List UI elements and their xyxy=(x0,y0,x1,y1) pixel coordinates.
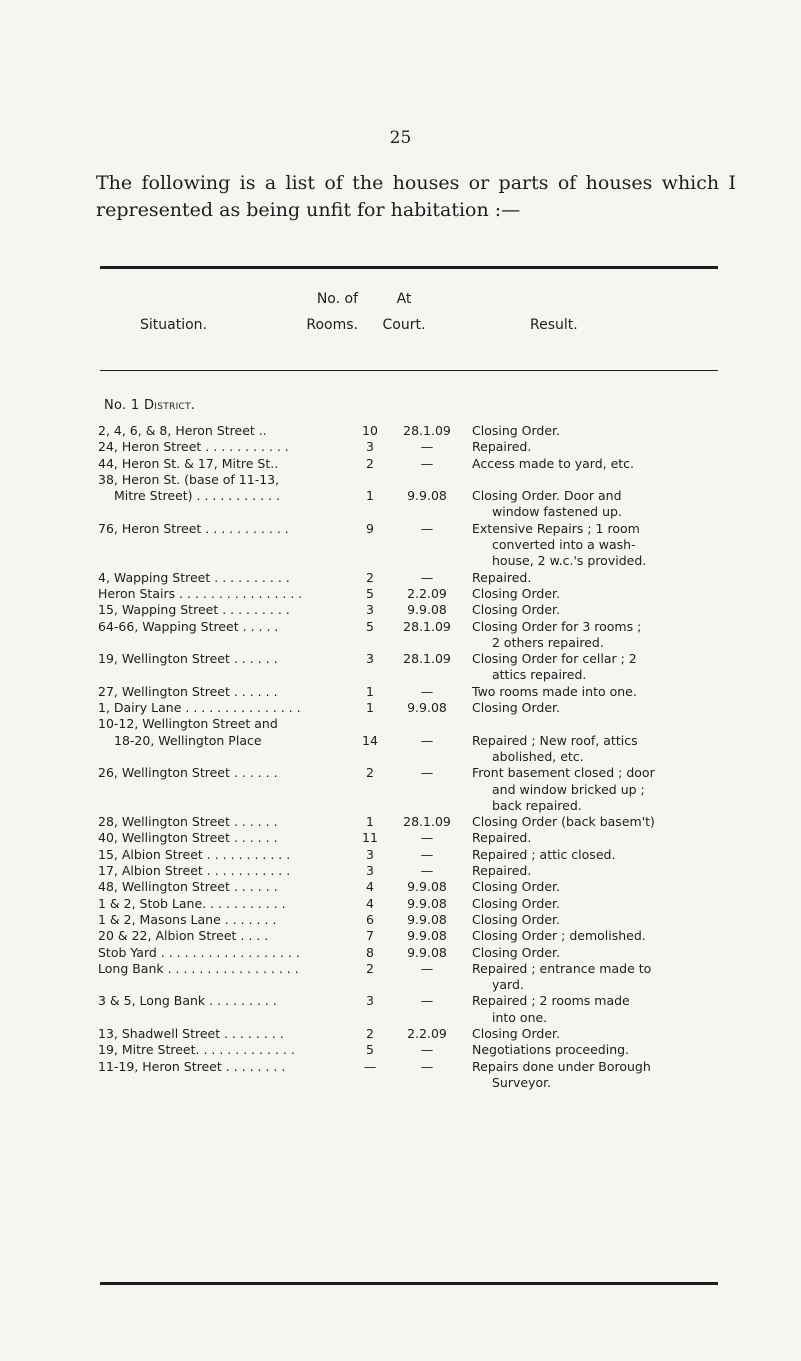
situation-line: 11-19, Heron Street . . . . . . . . xyxy=(98,1058,286,1074)
situation-cell xyxy=(98,456,358,472)
table-row xyxy=(98,439,718,455)
result-line: Repaired. xyxy=(472,569,532,585)
court-cell: — xyxy=(420,830,434,846)
result-line: attics repaired. xyxy=(492,667,587,683)
table-row xyxy=(98,586,718,602)
table-row xyxy=(98,1059,718,1092)
situation-line: 19, Mitre Street. . . . . . . . . . . . . xyxy=(98,1042,295,1058)
situation-line: 1 & 2, Stob Lane. . . . . . . . . . . xyxy=(98,895,286,911)
result-line: Two rooms made into one. xyxy=(472,683,637,699)
table-row xyxy=(98,879,718,895)
result-cell xyxy=(472,1059,718,1092)
court-header-line-1: At xyxy=(396,291,412,307)
rooms-cell: 1 xyxy=(366,683,374,699)
rooms-cell: 2 xyxy=(366,455,374,471)
rooms-cell: 2 xyxy=(366,1025,374,1041)
situation-cell xyxy=(98,439,358,455)
rooms-cell: 3 xyxy=(366,651,374,667)
result-cell xyxy=(472,716,718,765)
result-line: Closing Order. xyxy=(472,700,561,716)
result-line: Closing Order for cellar ; 2 xyxy=(472,651,637,667)
situation-cell xyxy=(98,1042,358,1058)
result-line: Closing Order. xyxy=(472,585,561,601)
intro-paragraph xyxy=(96,170,736,224)
result-line: Repaired. xyxy=(472,863,532,879)
result-line: Extensive Repairs ; 1 room xyxy=(472,520,640,536)
result-cell xyxy=(472,961,718,994)
houses-table xyxy=(98,423,718,1091)
table-row xyxy=(98,863,718,879)
rooms-cell: 1 xyxy=(366,814,374,830)
situation-cell xyxy=(98,830,358,846)
rooms-cell: 1 xyxy=(366,700,374,716)
result-line: Closing Order. xyxy=(472,911,561,927)
rooms-cell: 4 xyxy=(366,895,374,911)
situation-line: 76, Heron Street . . . . . . . . . . . xyxy=(98,520,289,536)
court-cell: 9.9.08 xyxy=(407,911,447,927)
result-line: abolished, etc. xyxy=(492,748,584,764)
table-row xyxy=(98,830,718,846)
table-row xyxy=(98,961,718,994)
situation-cell xyxy=(98,863,358,879)
result-line: into one. xyxy=(492,1009,548,1025)
court-cell: — xyxy=(420,683,434,699)
table-row xyxy=(98,619,718,652)
result-cell xyxy=(472,993,718,1026)
result-line: Repaired ; entrance made to xyxy=(472,960,652,976)
result-cell xyxy=(472,602,718,618)
result-line: Closing Order for 3 rooms ; xyxy=(472,618,642,634)
rooms-cell: 2 xyxy=(366,569,374,585)
table-row xyxy=(98,602,718,618)
rooms-cell: 3 xyxy=(366,439,374,455)
court-cell: 28.1.09 xyxy=(403,423,451,438)
rooms-cell: 2 xyxy=(366,960,374,976)
result-cell xyxy=(472,423,718,439)
court-cell: — xyxy=(420,732,434,748)
bottom-rule xyxy=(100,1282,718,1285)
result-cell xyxy=(472,879,718,895)
situation-line: 24, Heron Street . . . . . . . . . . . xyxy=(98,439,289,455)
rooms-header-line-1: No. of xyxy=(316,291,358,307)
result-cell xyxy=(472,945,718,961)
result-line: 2 others repaired. xyxy=(492,634,604,650)
court-cell: — xyxy=(420,439,434,455)
top-rule xyxy=(100,266,718,269)
situation-line: 64-66, Wapping Street . . . . . xyxy=(98,618,279,634)
table-row xyxy=(98,521,718,570)
situation-line: 17, Albion Street . . . . . . . . . . . xyxy=(98,863,291,879)
table-row xyxy=(98,765,718,814)
rooms-cell: 3 xyxy=(366,602,374,618)
result-line: Repaired. xyxy=(472,439,532,455)
situation-cell xyxy=(98,1026,358,1042)
district-name: District. xyxy=(143,398,196,413)
result-line: converted into a wash- xyxy=(492,537,636,553)
result-cell xyxy=(472,700,718,716)
court-cell: 9.9.08 xyxy=(407,895,447,911)
result-cell xyxy=(472,814,718,830)
situation-line: Mitre Street) . . . . . . . . . . . xyxy=(114,488,280,504)
column-header-rooms xyxy=(282,290,358,334)
result-line: Closing Order. xyxy=(472,879,561,895)
situation-cell xyxy=(98,945,358,961)
situation-cell xyxy=(98,928,358,944)
result-cell xyxy=(472,863,718,879)
rooms-cell: 3 xyxy=(366,863,374,879)
situation-line: 48, Wellington Street . . . . . . xyxy=(98,879,278,895)
result-line: Closing Order. xyxy=(472,1025,561,1041)
rooms-cell: 1 xyxy=(366,488,374,504)
table-row xyxy=(98,896,718,912)
table-row xyxy=(98,912,718,928)
result-cell xyxy=(472,521,718,570)
result-line: Closing Order ; demolished. xyxy=(472,928,646,944)
situation-cell xyxy=(98,847,358,863)
court-cell: — xyxy=(420,1042,434,1058)
court-cell: 9.9.08 xyxy=(407,879,447,895)
result-line: Repaired ; 2 rooms made xyxy=(472,993,630,1009)
situation-cell xyxy=(98,700,358,716)
situation-line: 44, Heron St. & 17, Mitre St.. xyxy=(98,455,279,471)
result-line: Closing Order. Door and xyxy=(472,488,622,504)
situation-cell xyxy=(98,765,358,814)
situation-cell xyxy=(98,993,358,1026)
result-cell xyxy=(472,619,718,652)
court-cell: — xyxy=(420,993,434,1009)
rooms-cell: 5 xyxy=(366,585,374,601)
situation-cell xyxy=(98,716,358,765)
court-cell: — xyxy=(420,846,434,862)
table-row xyxy=(98,700,718,716)
result-cell xyxy=(472,896,718,912)
court-cell: 2.2.09 xyxy=(407,1025,447,1041)
column-header-situation: Situation. xyxy=(140,317,207,333)
situation-cell xyxy=(98,896,358,912)
court-cell: 28.1.09 xyxy=(403,651,451,667)
rooms-cell: 5 xyxy=(366,618,374,634)
court-cell: 9.9.08 xyxy=(407,928,447,944)
district-heading xyxy=(104,398,195,413)
situation-cell xyxy=(98,651,358,684)
rooms-cell: 10 xyxy=(362,423,378,438)
situation-cell xyxy=(98,879,358,895)
court-cell: 9.9.08 xyxy=(407,700,447,716)
rooms-cell: 4 xyxy=(366,879,374,895)
situation-cell xyxy=(98,423,358,439)
result-cell xyxy=(472,586,718,602)
situation-cell xyxy=(98,619,358,652)
intro-line-1: The following is a list of the houses or parts of houses which I xyxy=(96,172,736,194)
result-cell xyxy=(472,830,718,846)
result-line: Repaired. xyxy=(472,830,532,846)
result-cell xyxy=(472,928,718,944)
situation-cell xyxy=(98,586,358,602)
situation-line: Heron Stairs . . . . . . . . . . . . . . . . xyxy=(98,585,303,601)
result-cell xyxy=(472,912,718,928)
result-line: Closing Order. xyxy=(472,944,561,960)
rooms-cell: 6 xyxy=(366,911,374,927)
court-cell: 28.1.09 xyxy=(403,618,451,634)
district-prefix: No. 1 xyxy=(104,398,140,413)
rooms-cell: 2 xyxy=(366,765,374,781)
intro-line-2: represented as being unfit for habitation :— xyxy=(96,199,521,221)
situation-line: 18-20, Wellington Place xyxy=(114,732,262,748)
rooms-header-line-2: Rooms. xyxy=(306,317,358,333)
table-row xyxy=(98,814,718,830)
rooms-cell: 3 xyxy=(366,993,374,1009)
table-row xyxy=(98,945,718,961)
court-cell: 9.9.08 xyxy=(407,602,447,618)
result-cell xyxy=(472,456,718,472)
situation-cell xyxy=(98,684,358,700)
table-row xyxy=(98,423,718,439)
situation-line: 15, Wapping Street . . . . . . . . . xyxy=(98,602,290,618)
result-cell xyxy=(472,684,718,700)
situation-cell xyxy=(98,521,358,570)
court-cell: — xyxy=(420,765,434,781)
result-line: Repaired ; attic closed. xyxy=(472,846,616,862)
result-line: Front basement closed ; door xyxy=(472,765,655,781)
situation-line: 10-12, Wellington Street and xyxy=(98,716,278,732)
result-line: yard. xyxy=(492,977,524,993)
result-cell xyxy=(472,472,718,521)
court-cell: — xyxy=(420,520,434,536)
table-row xyxy=(98,847,718,863)
situation-line: 27, Wellington Street . . . . . . xyxy=(98,683,278,699)
result-line: Repairs done under Borough xyxy=(472,1058,651,1074)
result-line: Access made to yard, etc. xyxy=(472,455,635,471)
situation-line: 40, Wellington Street . . . . . . xyxy=(98,830,278,846)
court-cell: 28.1.09 xyxy=(403,814,451,830)
situation-line: 38, Heron St. (base of 11-13, xyxy=(98,471,280,487)
situation-cell xyxy=(98,961,358,994)
table-row xyxy=(98,456,718,472)
court-cell: — xyxy=(420,960,434,976)
result-line: Surveyor. xyxy=(492,1074,552,1090)
situation-line: 1, Dairy Lane . . . . . . . . . . . . . . . xyxy=(98,700,301,716)
table-row xyxy=(98,570,718,586)
situation-cell xyxy=(98,1059,358,1092)
page-number: 25 xyxy=(389,128,412,148)
result-cell xyxy=(472,765,718,814)
result-line: Closing Order. xyxy=(472,423,561,438)
situation-cell xyxy=(98,570,358,586)
table-row xyxy=(98,1026,718,1042)
result-line: and window bricked up ; xyxy=(492,781,645,797)
rooms-cell: 11 xyxy=(362,830,378,846)
rooms-cell: 5 xyxy=(366,1042,374,1058)
situation-line: Long Bank . . . . . . . . . . . . . . . . . xyxy=(98,960,299,976)
result-line: Negotiations proceeding. xyxy=(472,1042,630,1058)
situation-line: 2, 4, 6, & 8, Heron Street .. xyxy=(98,423,267,438)
result-line: Repaired ; New roof, attics xyxy=(472,732,638,748)
court-cell: — xyxy=(420,863,434,879)
situation-line: Stob Yard . . . . . . . . . . . . . . . . . . xyxy=(98,944,300,960)
situation-line: 13, Shadwell Street . . . . . . . . xyxy=(98,1025,284,1041)
situation-cell xyxy=(98,912,358,928)
result-line: Closing Order. xyxy=(472,895,561,911)
situation-cell xyxy=(98,472,358,521)
situation-line: 19, Wellington Street . . . . . . xyxy=(98,651,278,667)
court-cell: — xyxy=(420,569,434,585)
situation-line: 26, Wellington Street . . . . . . xyxy=(98,765,278,781)
situation-line: 1 & 2, Masons Lane . . . . . . . xyxy=(98,911,277,927)
situation-line: 15, Albion Street . . . . . . . . . . . xyxy=(98,846,291,862)
result-line: house, 2 w.c.'s provided. xyxy=(492,553,647,569)
table-row xyxy=(98,716,718,765)
situation-line: 28, Wellington Street . . . . . . xyxy=(98,814,278,830)
header-rule xyxy=(100,370,718,371)
result-line: window fastened up. xyxy=(492,504,622,520)
table-row xyxy=(98,472,718,521)
result-cell xyxy=(472,439,718,455)
column-header-result: Result. xyxy=(530,317,578,333)
court-cell: — xyxy=(420,1058,434,1074)
result-cell xyxy=(472,847,718,863)
rooms-cell: 9 xyxy=(366,520,374,536)
table-row xyxy=(98,651,718,684)
court-cell: 2.2.09 xyxy=(407,585,447,601)
result-cell xyxy=(472,651,718,684)
court-cell: 9.9.08 xyxy=(407,944,447,960)
rooms-cell: 8 xyxy=(366,944,374,960)
result-cell xyxy=(472,1042,718,1058)
rooms-cell: 3 xyxy=(366,846,374,862)
situation-cell xyxy=(98,602,358,618)
situation-cell xyxy=(98,814,358,830)
rooms-cell: 14 xyxy=(362,732,378,748)
situation-line: 3 & 5, Long Bank . . . . . . . . . xyxy=(98,993,277,1009)
column-header-court xyxy=(370,290,438,334)
situation-line: 20 & 22, Albion Street . . . . xyxy=(98,928,269,944)
table-row xyxy=(98,993,718,1026)
result-line: Closing Order (back basem't) xyxy=(472,814,655,830)
table-row xyxy=(98,928,718,944)
houses-table-body xyxy=(98,423,718,1091)
court-cell: — xyxy=(420,455,434,471)
result-line: Closing Order. xyxy=(472,602,561,618)
court-cell: 9.9.08 xyxy=(407,488,447,504)
rooms-cell: 7 xyxy=(366,928,374,944)
situation-line: 4, Wapping Street . . . . . . . . . . xyxy=(98,569,290,585)
table-row xyxy=(98,684,718,700)
table-row xyxy=(98,1042,718,1058)
result-line: back repaired. xyxy=(492,797,582,813)
result-cell xyxy=(472,570,718,586)
result-cell xyxy=(472,1026,718,1042)
rooms-cell: — xyxy=(363,1058,377,1074)
court-header-line-2: Court. xyxy=(382,317,426,333)
